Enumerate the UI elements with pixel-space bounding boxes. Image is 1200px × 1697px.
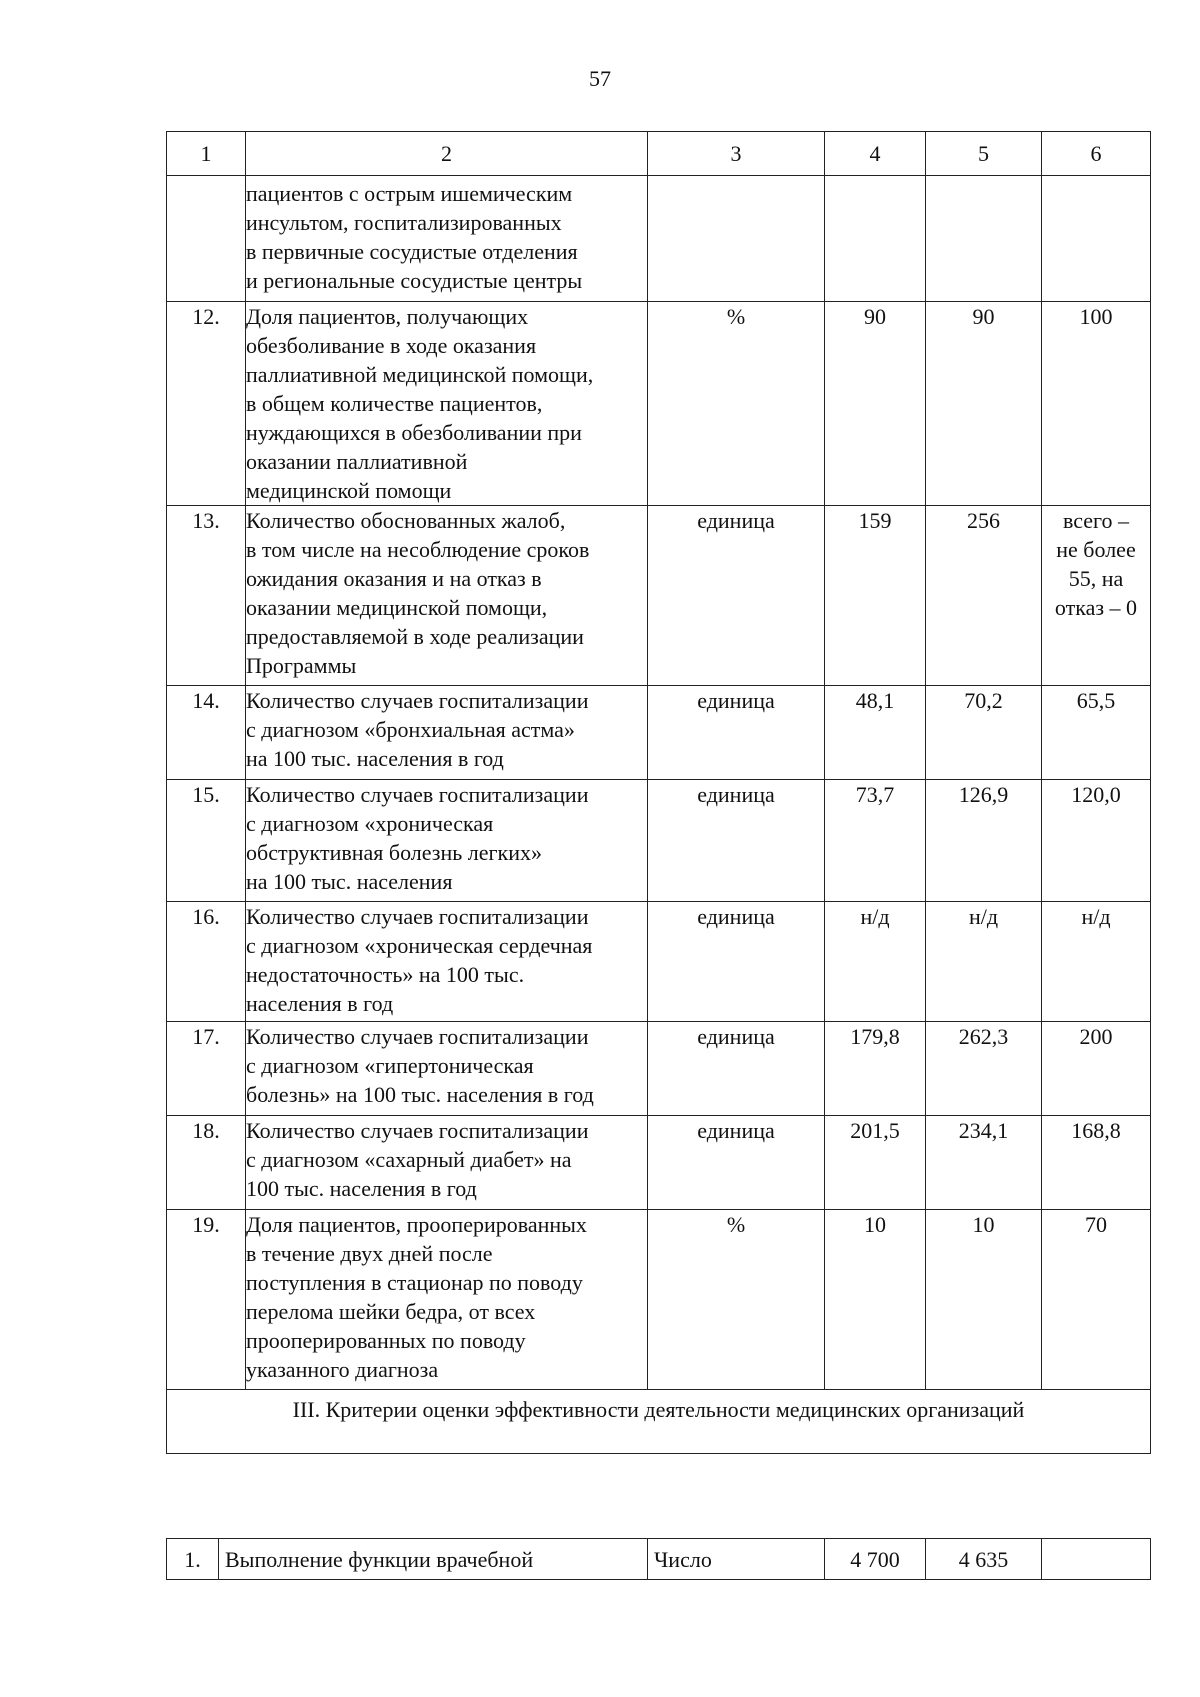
row-description — [246, 1116, 648, 1210]
description-line: с диагнозом «гипертоническая — [246, 1053, 534, 1078]
description-line: Количество случаев госпитализации — [246, 904, 589, 929]
row-value-6 — [1042, 1539, 1151, 1580]
page-number: 57 — [589, 66, 611, 91]
row-value-4: 201,5 — [825, 1116, 926, 1210]
description-line: указанного диагноза — [246, 1357, 439, 1382]
row-description — [246, 302, 648, 506]
description-line: Количество случаев госпитализации — [246, 782, 589, 807]
description-line: поступления в стационар по поводу — [246, 1270, 583, 1295]
row-number: 16. — [167, 902, 246, 1022]
description-line: с диагнозом «хроническая сердечная — [246, 933, 593, 958]
section-title: III. Критерии оценки эффективности деятельности медицинских организаций — [167, 1390, 1151, 1454]
row-value-6 — [1042, 506, 1151, 686]
row-value-6 — [1042, 780, 1151, 902]
row-value-5: 4 635 — [926, 1539, 1042, 1580]
row-number: 1. — [167, 1539, 219, 1580]
description-line: в общем количестве пациентов, — [246, 391, 543, 416]
row-value-5: 10 — [926, 1210, 1042, 1390]
row-unit: единица — [648, 780, 825, 902]
header-cell: 3 — [648, 132, 825, 176]
row-value-6 — [1042, 1022, 1151, 1116]
row-number: 18. — [167, 1116, 246, 1210]
table-row — [167, 1539, 1151, 1580]
value-line: 100 — [1079, 304, 1113, 329]
description-line: предоставляемой в ходе реализации — [246, 624, 584, 649]
description-line: Количество случаев госпитализации — [246, 1118, 589, 1143]
row-value-6 — [1042, 1210, 1151, 1390]
row-value-6 — [1042, 1116, 1151, 1210]
row-value-6 — [1042, 686, 1151, 780]
row-value-4 — [825, 176, 926, 302]
row-description — [246, 1210, 648, 1390]
description-line: паллиативной медицинской помощи, — [246, 362, 594, 387]
row-value-6 — [1042, 902, 1151, 1022]
row-number: 17. — [167, 1022, 246, 1116]
row-number: 12. — [167, 302, 246, 506]
value-line: отказ – 0 — [1054, 595, 1138, 620]
row-description — [246, 902, 648, 1022]
description-line: Доля пациентов, получающих — [246, 304, 529, 329]
description-line: с диагнозом «бронхиальная астма» — [246, 717, 575, 742]
value-line: 70 — [1085, 1212, 1107, 1237]
table-row — [167, 780, 1151, 902]
row-unit: единица — [648, 686, 825, 780]
row-value-4: 4 700 — [825, 1539, 926, 1580]
description-line: прооперированных по поводу — [246, 1328, 526, 1353]
row-value-5: 70,2 — [926, 686, 1042, 780]
description-line: ожидания оказания и на отказ в — [246, 566, 542, 591]
description-line: 100 тыс. населения в год — [246, 1176, 477, 1201]
row-description — [246, 780, 648, 902]
row-unit — [648, 176, 825, 302]
description-line: недостаточность» на 100 тыс. — [246, 962, 525, 987]
row-description — [246, 1022, 648, 1116]
description-line: пациентов с острым ишемическим — [246, 181, 573, 206]
row-unit: Число — [648, 1539, 825, 1580]
header-cell: 2 — [246, 132, 648, 176]
header-cell: 6 — [1042, 132, 1151, 176]
row-value-4: н/д — [825, 902, 926, 1022]
value-line: 55, на — [1068, 566, 1124, 591]
table-header-row — [167, 132, 1151, 176]
description-line: Доля пациентов, прооперированных — [246, 1212, 587, 1237]
value-line: всего – — [1062, 508, 1130, 533]
description-line: с диагнозом «хроническая — [246, 811, 494, 836]
row-unit: % — [648, 1210, 825, 1390]
description-line: обезболивание в ходе оказания — [246, 333, 537, 358]
description-line: перелома шейки бедра, от всех — [246, 1299, 536, 1324]
row-value-5: 90 — [926, 302, 1042, 506]
value-line: не более — [1056, 537, 1136, 562]
row-value-6 — [1042, 176, 1151, 302]
description-line: болезнь» на 100 тыс. населения в год — [246, 1082, 594, 1107]
row-description — [246, 506, 648, 686]
description-line: Количество случаев госпитализации — [246, 1024, 589, 1049]
description-line: медицинской помощи — [246, 478, 452, 503]
row-value-5: н/д — [926, 902, 1042, 1022]
indicators-table — [166, 131, 1151, 1454]
description-line: инсультом, госпитализированных — [246, 210, 562, 235]
row-value-6 — [1042, 302, 1151, 506]
header-cell: 1 — [167, 132, 246, 176]
value-line: 65,5 — [1076, 688, 1116, 713]
description-line: Программы — [246, 653, 357, 678]
description-line: нуждающихся в обезболивании при — [246, 420, 582, 445]
row-unit: единица — [648, 902, 825, 1022]
row-unit: единица — [648, 1116, 825, 1210]
table-row — [167, 1116, 1151, 1210]
header-cell: 5 — [926, 132, 1042, 176]
row-value-4: 10 — [825, 1210, 926, 1390]
row-value-4: 179,8 — [825, 1022, 926, 1116]
row-value-5 — [926, 176, 1042, 302]
row-number: 15. — [167, 780, 246, 902]
table-row — [167, 686, 1151, 780]
row-unit: % — [648, 302, 825, 506]
row-value-5: 262,3 — [926, 1022, 1042, 1116]
description-line: с диагнозом «сахарный диабет» на — [246, 1147, 572, 1172]
value-line: н/д — [1081, 904, 1111, 929]
row-number: 14. — [167, 686, 246, 780]
description-line: обструктивная болезнь легких» — [246, 840, 543, 865]
row-value-4: 90 — [825, 302, 926, 506]
row-unit: единица — [648, 1022, 825, 1116]
description-line: на 100 тыс. населения в год — [246, 746, 504, 771]
table-row — [167, 506, 1151, 686]
row-number — [167, 176, 246, 302]
description-line: в течение двух дней после — [246, 1241, 493, 1266]
description-line: оказании паллиативной — [246, 449, 468, 474]
row-value-4: 159 — [825, 506, 926, 686]
header-cell: 4 — [825, 132, 926, 176]
table-row — [167, 1210, 1151, 1390]
description-line: и региональные сосудистые центры — [246, 268, 583, 293]
table-row — [167, 1022, 1151, 1116]
criteria-table — [166, 1538, 1151, 1580]
description-line: населения в год — [246, 991, 394, 1016]
row-value-4: 48,1 — [825, 686, 926, 780]
value-line: 120,0 — [1071, 782, 1121, 807]
row-number: 19. — [167, 1210, 246, 1390]
row-description: Выполнение функции врачебной — [219, 1539, 648, 1580]
value-line: 200 — [1079, 1024, 1113, 1049]
row-value-4: 73,7 — [825, 780, 926, 902]
row-value-5: 256 — [926, 506, 1042, 686]
row-value-5: 234,1 — [926, 1116, 1042, 1210]
description-line: на 100 тыс. населения — [246, 869, 453, 894]
table-row — [167, 176, 1151, 302]
table-row — [167, 302, 1151, 506]
description-line: в первичные сосудистые отделения — [246, 239, 578, 264]
value-line: 168,8 — [1071, 1118, 1121, 1143]
description-line: оказании медицинской помощи, — [246, 595, 548, 620]
description-line: в том числе на несоблюдение сроков — [246, 537, 590, 562]
row-value-5: 126,9 — [926, 780, 1042, 902]
description-line: Количество случаев госпитализации — [246, 688, 589, 713]
table-row — [167, 902, 1151, 1022]
row-description — [246, 686, 648, 780]
row-description — [246, 176, 648, 302]
description-line: Количество обоснованных жалоб, — [246, 508, 566, 533]
row-number: 13. — [167, 506, 246, 686]
section-row — [167, 1390, 1151, 1454]
row-unit: единица — [648, 506, 825, 686]
